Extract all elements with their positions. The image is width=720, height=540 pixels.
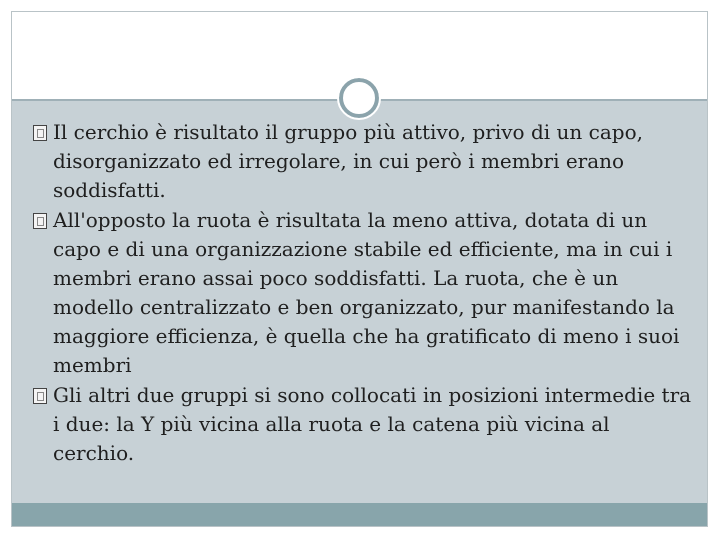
bullet-box-icon: [33, 213, 47, 229]
bullet-text: All'opposto la ruota è risultata la meno attiva, dotata di un capo e di una organizzazione stabile ed efficiente, ma in cui i membri erano assai poco soddisfatti. La ruota, che è un modello centralizzato e ben organizzato, pur manifestando la maggiore efficienza, è quella che ha gratificato di meno i suoi membri: [53, 208, 680, 377]
bullet-text: Il cerchio è risultato il gruppo più attivo, privo di un capo, disorganizzato ed irregolare, in cui però i membri erano soddisfatti.: [53, 120, 643, 202]
bullet-item: [33, 381, 693, 468]
bullet-item: [33, 206, 693, 380]
bullet-box-icon: [33, 125, 47, 141]
bullet-item: [33, 118, 693, 205]
bullet-text: Gli altri due gruppi si sono collocati in posizioni intermedie tra i due: la Y più vicina alla ruota e la catena più vicina al cerchio.: [53, 383, 692, 465]
bullet-box-icon: [33, 388, 47, 404]
bottom-bar: [12, 503, 707, 526]
decorative-circle-icon: [339, 78, 379, 118]
bullet-list: [33, 118, 693, 469]
